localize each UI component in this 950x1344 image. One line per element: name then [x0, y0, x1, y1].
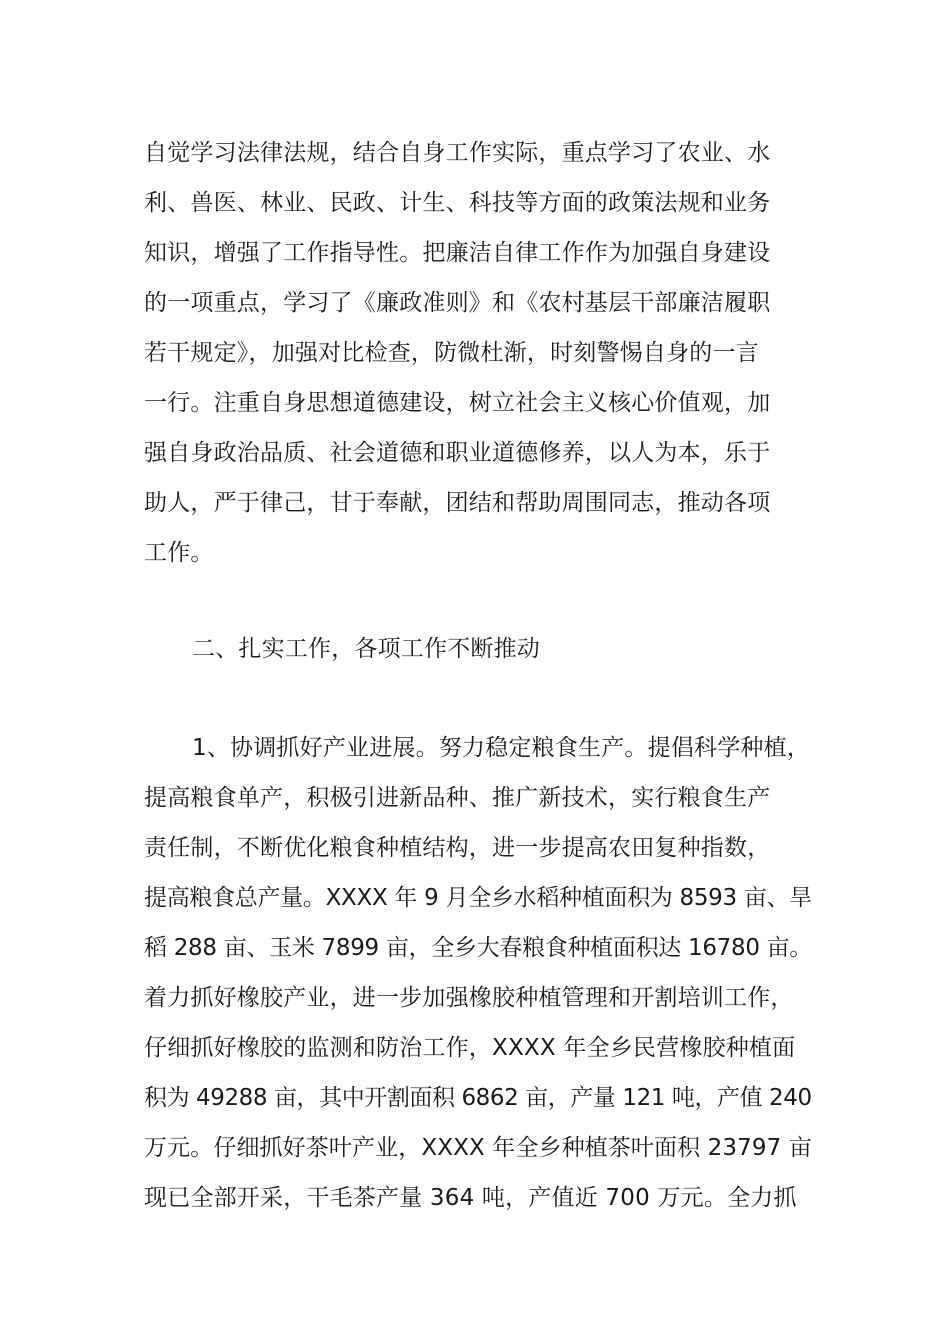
paragraph-line: 提高粮食单产，积极引进新品种、推广新技术，实行粮食生产 [144, 785, 771, 811]
paragraph-line: 提高粮食总产量。XXXX 年 9 月全乡水稻种植面积为 8593 亩、旱 [144, 885, 812, 911]
paragraph-line: 的一项重点，学习了《廉政准则》和《农村基层干部廉洁履职 [144, 290, 771, 316]
paragraph-line: 自觉学习法律法规，结合自身工作实际，重点学习了农业、水 [144, 140, 771, 166]
paragraph-line: 稻 288 亩、玉米 7899 亩，全乡大春粮食种植面积达 16780 亩。 [144, 935, 813, 961]
paragraph-line: 积为 49288 亩，其中开割面积 6862 亩，产量 121 吨，产值 240 [144, 1085, 812, 1111]
paragraph-line: 工作。 [144, 540, 214, 566]
paragraph-line: 仔细抓好橡胶的监测和防治工作，XXXX 年全乡民营橡胶种植面 [144, 1035, 796, 1061]
paragraph-line: 责任制，不断优化粮食种植结构，进一步提高农田复种指数， [144, 835, 771, 861]
paragraph-line: 若干规定》，加强对比检查，防微杜渐，时刻警惕自身的一言 [144, 340, 759, 366]
paragraph-line: 助人，严于律己，甘于奉献，团结和帮助周围同志，推动各项 [144, 490, 771, 516]
paragraph-line: 1、协调抓好产业进展。努力稳定粮食生产。提倡科学种植， [192, 735, 811, 761]
paragraph-line: 着力抓好橡胶产业，进一步加强橡胶种植管理和开割培训工作， [144, 985, 794, 1011]
paragraph-line: 万元。仔细抓好茶叶产业，XXXX 年全乡种植茶叶面积 23797 亩 [144, 1135, 812, 1161]
paragraph-line: 知识，增强了工作指导性。把廉洁自律工作作为加强自身建设 [144, 240, 771, 266]
paragraph-line: 现已全部开采，干毛茶产量 364 吨，产值近 700 万元。全力抓 [144, 1185, 797, 1211]
section-heading: 二、扎实工作，各项工作不断推动 [192, 636, 540, 662]
paragraph-line: 利、兽医、林业、民政、计生、科技等方面的政策法规和业务 [144, 190, 771, 216]
paragraph-line: 强自身政治品质、社会道德和职业道德修养，以人为本，乐于 [144, 440, 771, 466]
paragraph-line: 一行。注重自身思想道德建设，树立社会主义核心价值观，加 [144, 390, 771, 416]
